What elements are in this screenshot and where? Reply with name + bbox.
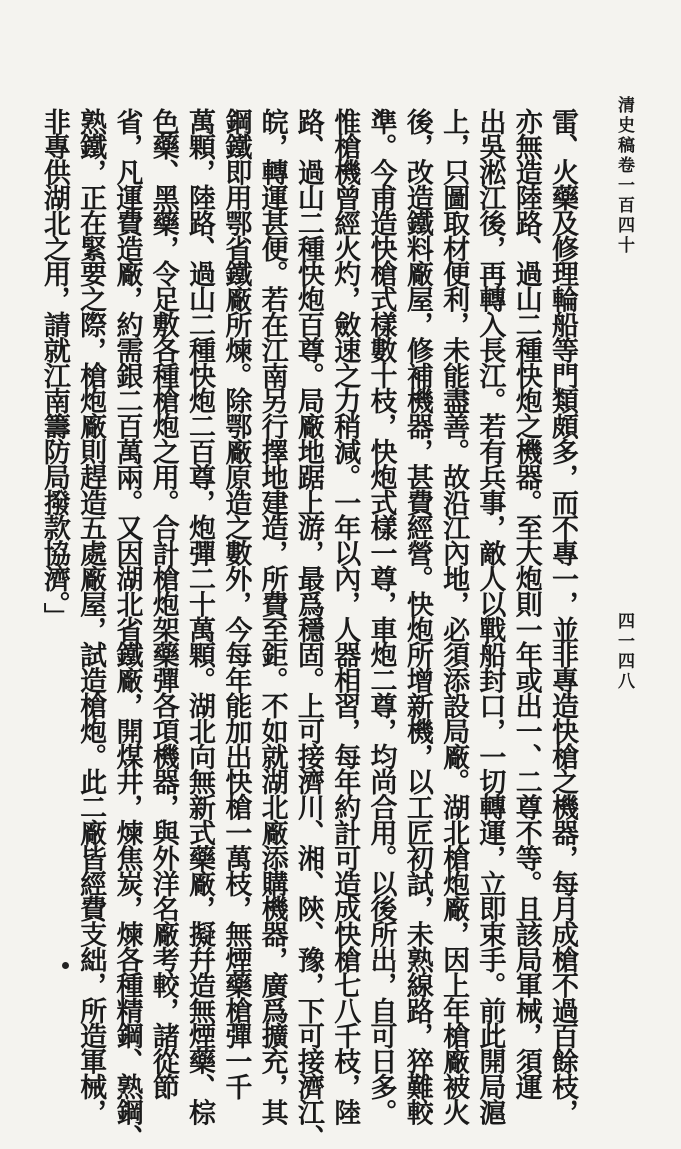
text-line: 亦無造陸路、過山二種快炮之機器。至大炮則一年或出一、二尊不等。且該局軍械，須運	[510, 108, 542, 1099]
text-line: 雷、火藥及修理輪船等門類頗多，而不專一，並非專造快槍之機器，每月成槍不過百餘枝，	[547, 108, 578, 1125]
page-number: 四一四八	[614, 612, 634, 692]
text-line: 色藥、黑藥，令足敷各種槍炮之用。合計槍炮架藥彈各項機器，與外洋名廠考較，諸從節	[147, 108, 179, 1099]
text-line: 後，改造鐵料廠屋，修補機器，甚費經營。快炮所增新機，以工匠初試，未熟線路，猝難較	[401, 108, 433, 1125]
text-line: 非專供湖北之用，請就江南籌防局撥款協濟。」	[38, 108, 70, 628]
main-text-body	[38, 108, 580, 1149]
text-line: 皖，轉運甚便。若在江南另行擇地建造，所費至鉅。不如就湖北廠添購機器，廣爲擴充，其	[256, 108, 288, 1125]
book-title-header: 清史稿卷一百四十	[614, 96, 634, 256]
text-line: 惟槍機曾經火灼，斂速之力稍減。一年以內，人器相習，每年約計可造成快槍七八千枝，陸	[329, 108, 361, 1125]
text-line: 路、過山二種快炮百尊。局廠地踞上游，最爲穩固。上可接濟川、湘、陝、豫，下可接濟江、	[292, 108, 324, 1149]
text-line: 上，只圖取材便利，未能盡善。故沿江內地，必須添設局廠。湖北槍炮廠，因上年槍廠被火	[438, 108, 470, 1125]
text-line: 鋼鐵即用鄂省鐵廠所煉。除鄂廠原造之數外，今每年能加出快槍一萬枝，無煙藥槍彈一千	[220, 108, 252, 1099]
text-line: 省，凡運費造廠，約需銀二百萬兩。又因湖北省鐵廠，開煤井，煉焦炭，煉各種精鋼、熟鋼、	[111, 108, 143, 1149]
text-line: 熟鐵，正在緊要之際，槍炮廠則趕造五處廠屋，試造槍炮。此二廠皆經費支絀，所造軍械，	[75, 108, 107, 1125]
text-line: 準。今甫造快槍式樣數十枝，快炮式樣一尊，車炮二尊，均尚合用。以後所出，自可日多。	[365, 108, 397, 1125]
text-line: 萬顆，陸路、過山二種快炮二百尊，炮彈二十萬顆。湖北向無新式藥廠，擬幷造無煙藥、棕	[184, 108, 216, 1125]
ink-speck	[62, 962, 69, 969]
text-line: 出吳淞江後，再轉入長江。若有兵事，敵人以戰船封口，一切轉運，立即束手。前此開局滬	[474, 108, 506, 1125]
